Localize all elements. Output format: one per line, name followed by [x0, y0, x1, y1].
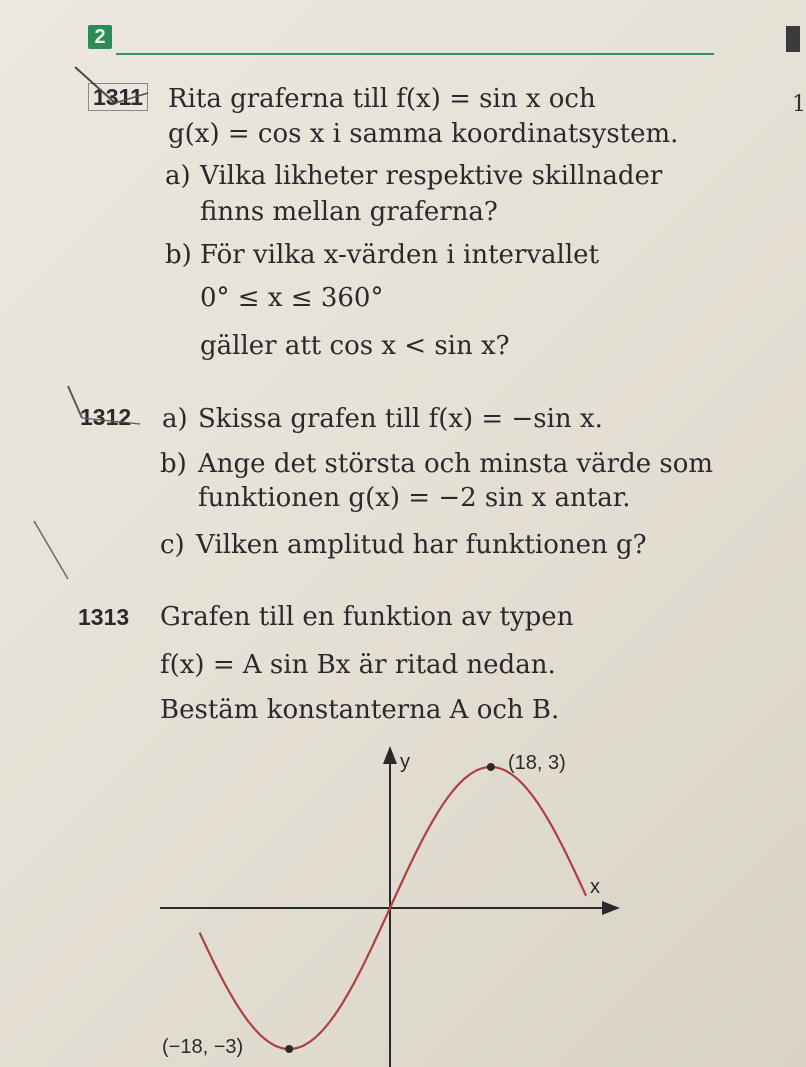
problem-1312-b-label: b) — [160, 449, 187, 479]
y-axis-label: y — [400, 751, 410, 773]
problem-1311-a-line-2: finns mellan graferna? — [200, 197, 498, 227]
min-point-label: (−18, −3) — [162, 1036, 244, 1058]
x-axis-label: x — [590, 876, 600, 898]
x-axis-arrow — [602, 901, 620, 915]
pencil-stroke-margin — [30, 515, 80, 585]
problem-1312-a-label: a) — [162, 404, 188, 434]
chapter-badge: 2 — [88, 25, 112, 49]
max-point-label: (18, 3) — [508, 752, 566, 774]
problem-1312-c-line-1: Vilken amplitud har funktionen g? — [196, 530, 647, 560]
problem-1313-line-3: Bestäm konstanterna A och B. — [160, 695, 560, 725]
min-point-marker — [285, 1045, 293, 1053]
problem-1311-number: 1311 — [88, 82, 148, 112]
problem-1311-a-label: a) — [165, 161, 191, 191]
max-point-marker — [487, 763, 495, 771]
problem-1311-b-line-3: gäller att cos x < sin x? — [200, 331, 510, 361]
problem-1313-line-2: f(x) = A sin Bx är ritad nedan. — [160, 650, 556, 680]
sine-graph — [150, 740, 650, 1067]
problem-1312-number: 1312 — [80, 404, 132, 430]
next-page-edge-digit: 1 — [792, 92, 806, 117]
problem-1312-b-line-2: funktionen g(x) = −2 sin x antar. — [198, 483, 631, 513]
problem-1311-b-label: b) — [165, 240, 192, 270]
header-rule — [116, 53, 714, 55]
problem-1311-line-1: Rita graferna till f(x) = sin x och — [168, 84, 596, 114]
problem-1311-line-2: g(x) = cos x i samma koordinatsystem. — [168, 119, 679, 149]
next-page-edge-badge — [786, 26, 800, 52]
problem-1313-line-1: Grafen till en funktion av typen — [160, 602, 574, 632]
pencil-tick-1311 — [60, 55, 160, 125]
problem-1312-a-line-1: Skissa grafen till f(x) = −sin x. — [198, 404, 603, 434]
problem-1311-b-line-2: 0° ≤ x ≤ 360° — [200, 283, 384, 313]
problem-1312-c-label: c) — [160, 530, 185, 560]
problem-1312-b-line-1: Ange det största och minsta värde som — [198, 449, 714, 479]
problem-1311-b-line-1: För vilka x-värden i intervallet — [200, 240, 600, 270]
problem-1313-number: 1313 — [78, 604, 130, 630]
problem-1311-a-line-1: Vilka likheter respektive skillnader — [200, 161, 663, 191]
pencil-tick-1312 — [60, 380, 150, 440]
y-axis-arrow — [383, 746, 397, 764]
